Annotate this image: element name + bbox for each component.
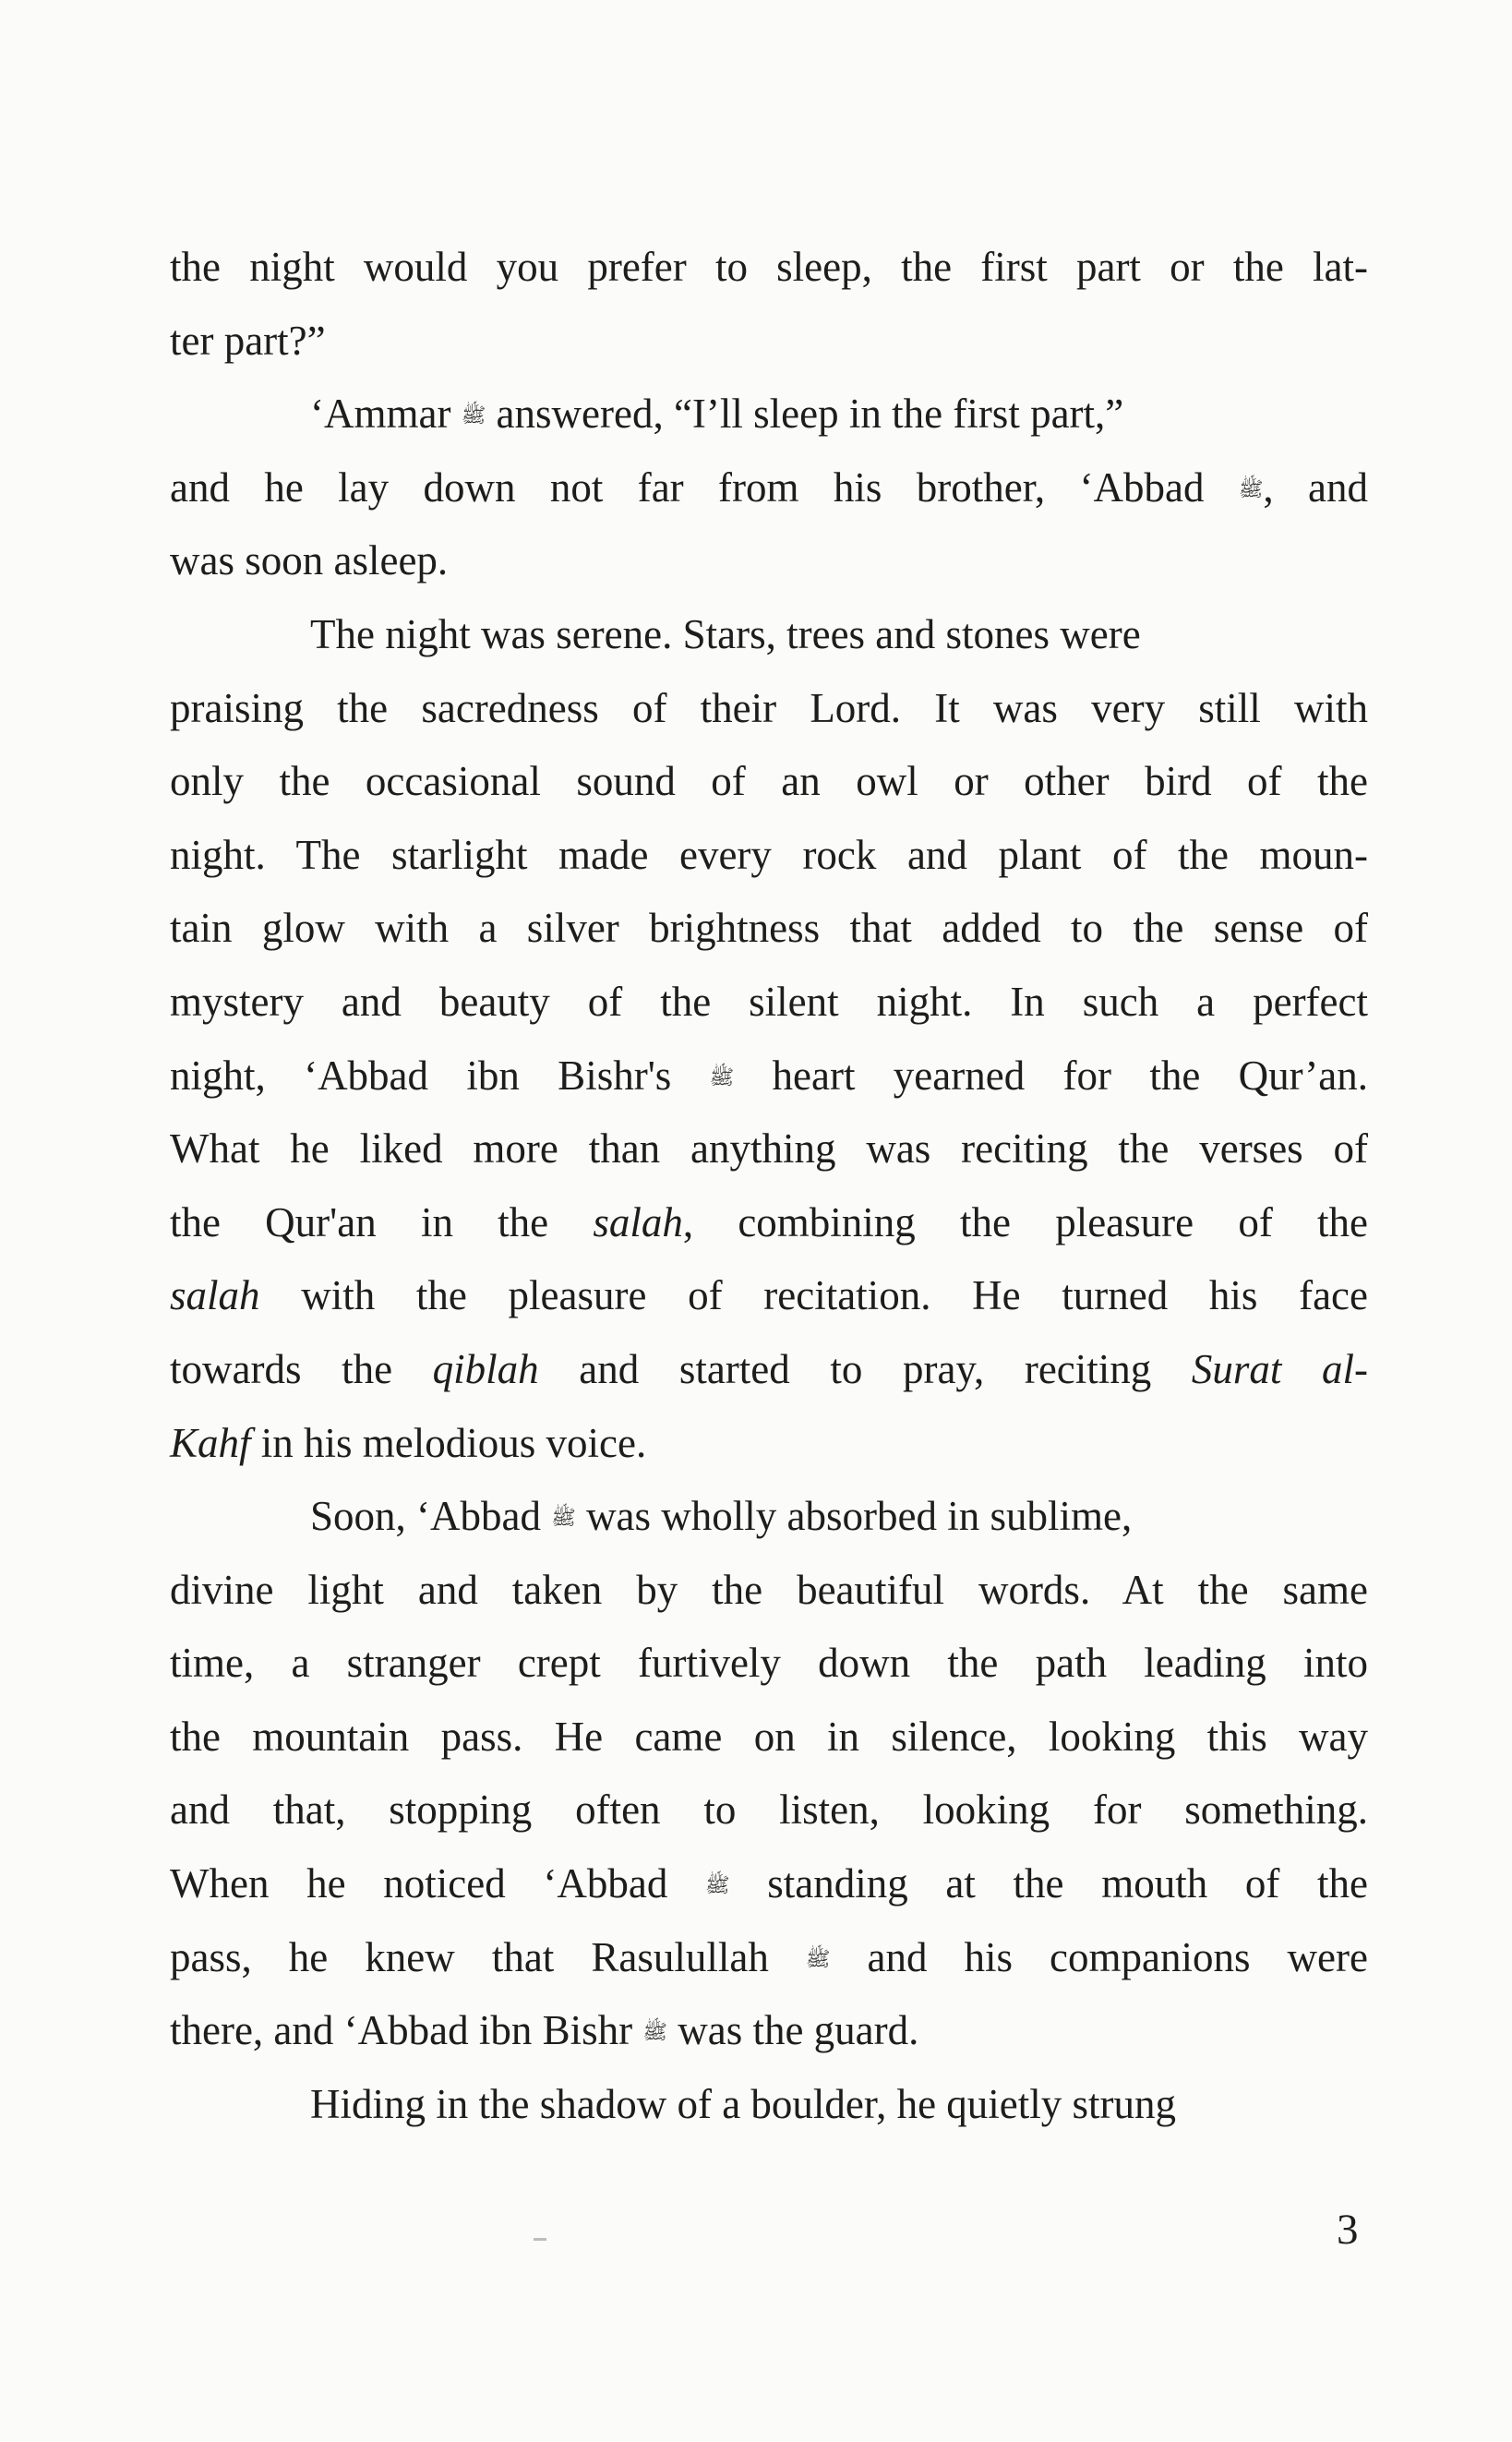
text-line (170, 231, 1368, 305)
page-number: 3 (1337, 2206, 1359, 2254)
text-line (170, 1333, 1368, 1407)
text-run: the Qur'an in the (170, 1198, 594, 1245)
text-line (170, 745, 1368, 819)
text-run: the mountain pass. He came on in silence, looking this way (170, 1713, 1368, 1760)
text-line (170, 305, 1368, 379)
text-line (170, 1040, 1368, 1113)
text-run: in his melodious voice. (250, 1419, 647, 1466)
margin-mark (534, 2238, 546, 2241)
text-run: Hiding in the shadow of a boulder, he quietly strung (310, 2080, 1177, 2127)
text-run: there, and ‘Abbad ibn Bishr (170, 2007, 643, 2054)
italic-term: salah (593, 1198, 683, 1245)
text-run: with the pleasure of recitation. He turned his face (259, 1272, 1368, 1319)
text-run: night. The starlight made every rock and plant of the moun- (170, 831, 1368, 878)
body-text (170, 231, 1368, 2141)
text-run: tain glow with a silver brightness that added to the sense of (170, 905, 1368, 952)
text-line (170, 598, 1368, 672)
text-run: When he noticed ‘Abbad (170, 1860, 705, 1907)
text-run: was wholly absorbed in sublime, (575, 1493, 1133, 1540)
text-line (170, 1921, 1368, 1995)
text-run: , combining the pleasure of the (682, 1198, 1368, 1245)
text-run: and he lay down not far from his brother, ‘Abbad (170, 463, 1239, 511)
text-run: was soon asleep. (170, 537, 449, 584)
text-run: time, a stranger crept furtively down the path leading into (170, 1640, 1368, 1687)
text-run: and that, stopping often to listen, looking for something. (170, 1786, 1368, 1834)
text-run: only the occasional sound of an owl or other bird of the (170, 758, 1368, 805)
text-line (170, 1407, 1368, 1481)
honorific-icon: ﷺ (551, 1506, 576, 1530)
honorific-icon: ﷺ (709, 1065, 735, 1089)
text-run: night, ‘Abbad ibn Bishr's (170, 1052, 710, 1099)
text-line (170, 1774, 1368, 1847)
italic-term: qiblah (432, 1345, 539, 1392)
text-run: pass, he knew that Rasulullah (170, 1933, 806, 1980)
text-run: and his companions were (830, 1933, 1368, 1980)
text-line (170, 451, 1368, 525)
italic-term: Surat al- (1191, 1345, 1368, 1392)
text-run: praising the sacredness of their Lord. It was very still with (170, 684, 1368, 731)
honorific-icon: ﷺ (1238, 476, 1264, 500)
text-run: Soon, ‘Abbad (310, 1493, 552, 1540)
text-line (170, 1554, 1368, 1628)
italic-term: Kahf (170, 1419, 251, 1466)
text-line (170, 1480, 1368, 1554)
text-run: was the guard. (666, 2007, 919, 2054)
italic-term: salah (170, 1272, 260, 1319)
text-run: towards the (170, 1345, 433, 1392)
text-line (170, 1701, 1368, 1774)
text-line (170, 1627, 1368, 1701)
text-run: What he liked more than anything was reciting the verses of (170, 1125, 1368, 1173)
honorific-icon: ﷺ (805, 1946, 831, 1970)
text-run: ter part?” (170, 317, 326, 364)
text-line (170, 1994, 1368, 2068)
text-run: The night was serene. Stars, trees and stones were (310, 610, 1141, 657)
text-line (170, 524, 1368, 598)
text-run: standing at the mouth of the (729, 1860, 1368, 1907)
text-line (170, 378, 1368, 451)
text-run: the night would you prefer to sleep, the first part or the lat- (170, 244, 1368, 290)
honorific-icon: ﷺ (705, 1873, 730, 1897)
text-line (170, 819, 1368, 893)
text-run: answered, “I’ll sleep in the first part,” (486, 391, 1124, 438)
text-line (170, 1847, 1368, 1921)
text-line (170, 1259, 1368, 1333)
text-run: , and (1263, 463, 1368, 511)
honorific-icon: ﷺ (642, 2020, 667, 2044)
text-run: ‘Ammar (310, 391, 462, 438)
text-line (170, 1186, 1368, 1260)
text-line (170, 1113, 1368, 1186)
text-line (170, 892, 1368, 966)
text-run: heart yearned for the Qur’an. (734, 1052, 1368, 1099)
text-run: and started to pray, reciting (538, 1345, 1192, 1392)
honorific-icon: ﷺ (461, 403, 486, 427)
text-line (170, 2068, 1368, 2142)
text-line (170, 966, 1368, 1040)
text-run: divine light and taken by the beautiful words. At the same (170, 1566, 1368, 1613)
text-run: mystery and beauty of the silent night. In such a perfect (170, 978, 1368, 1025)
text-line (170, 672, 1368, 746)
